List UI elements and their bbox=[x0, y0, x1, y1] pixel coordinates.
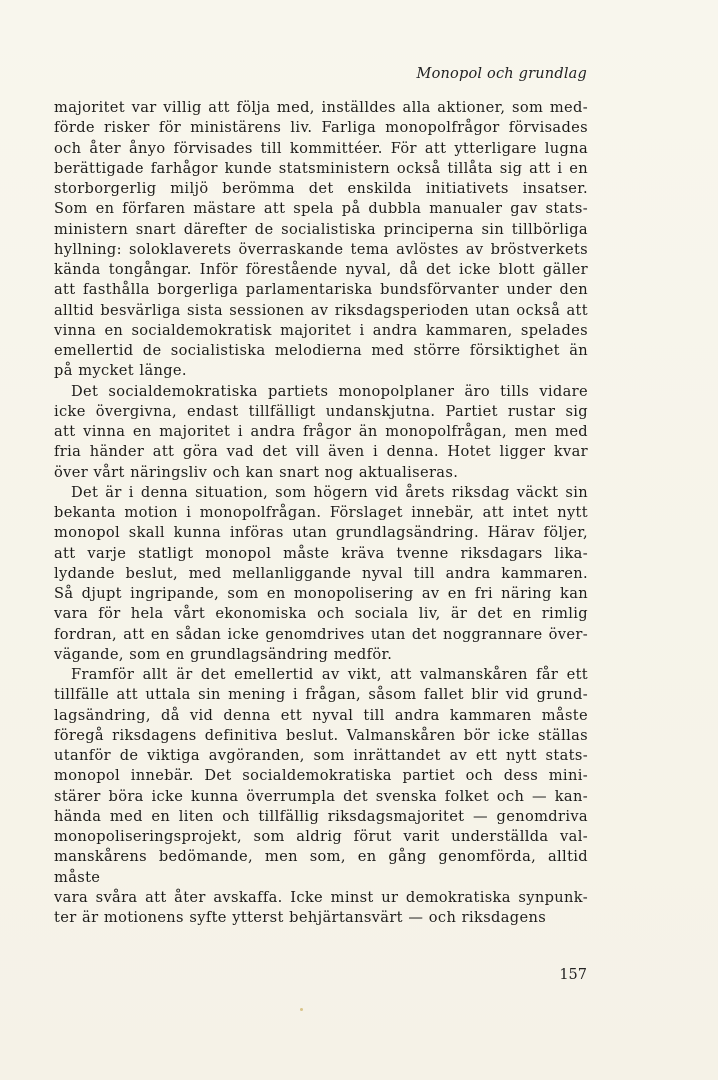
text-line: emellertid de socialistiska melodierna med större försiktighet än bbox=[54, 342, 588, 359]
text-line: monopoliseringsprojekt, som aldrig förut varit underställda val- bbox=[54, 828, 588, 845]
paragraph bbox=[54, 483, 588, 665]
text-line: monopol skall kunna införas utan grundlagsändring. Härav följer, bbox=[54, 524, 588, 542]
text-line: att varje statligt monopol måste kräva tvenne riksdagars lika- bbox=[54, 544, 588, 562]
text-line: fria händer att göra vad det vill även i denna. Hotet ligger kvar bbox=[54, 443, 588, 461]
text-line: vara för hela vårt ekonomiska och sociala liv, är det en rimlig bbox=[54, 605, 588, 623]
running-header: Monopol och grundlag bbox=[416, 66, 587, 82]
text-line: ministern snart därefter de socialistiska principerna sin tillbörliga bbox=[54, 220, 588, 238]
text-line: monopol innebär. Det socialdemokratiska partiet och dess mini- bbox=[54, 767, 588, 785]
paragraph bbox=[54, 665, 588, 928]
text-line: utanför de viktiga avgöranden, som inrättandet av ett nytt stats- bbox=[54, 747, 588, 764]
text-line: icke övergivna, endast tillfälligt undanskjutna. Partiet rustar sig bbox=[54, 402, 588, 420]
text-line: föregå riksdagens definitiva beslut. Valmanskåren bör icke ställas bbox=[54, 726, 588, 744]
text-line: vägande, som en grundlagsändring medför. bbox=[54, 645, 393, 663]
text-line: stärer böra icke kunna överrumpla det svenska folket och — kan- bbox=[54, 787, 588, 805]
text-line: hända med en liten och tillfällig riksdagsmajoritet — genomdriva bbox=[54, 807, 588, 825]
text-line: vinna en socialdemokratisk majoritet i andra kammaren, spelades bbox=[54, 321, 588, 339]
text-line: fordran, att en sådan icke genomdrives utan det noggrannare över- bbox=[54, 625, 588, 643]
text-line: att vinna en majoritet i andra frågor än monopolfrågan, men med bbox=[54, 423, 588, 440]
text-line: Det är i denna situation, som högern vid årets riksdag väckt sin bbox=[71, 483, 588, 501]
text-line: tillfälle att uttala sin mening i frågan, såsom fallet blir vid grund- bbox=[54, 686, 588, 704]
text-line: på mycket länge. bbox=[54, 362, 187, 380]
text-line: Framför allt är det emellertid av vikt, att valmanskåren får ett bbox=[71, 666, 588, 683]
text-line: Så djupt ingripande, som en monopolisering av en fri näring kan bbox=[54, 585, 588, 602]
text-line: storborgerlig miljö berömma det enskilda initiativets insatser. bbox=[54, 180, 588, 197]
text-line: förde risker för ministärens liv. Farliga monopolfrågor förvisades bbox=[54, 119, 588, 137]
text-line: att fasthålla borgerliga parlamentariska bundsförvanter under den bbox=[54, 281, 588, 299]
body-text bbox=[54, 98, 588, 928]
text-line: Som en förfaren mästare att spela på dubbla manualer gav stats- bbox=[54, 200, 588, 218]
text-line: Det socialdemokratiska partiets monopolplaner äro tills vidare bbox=[71, 382, 588, 400]
text-line: manskårens bedömande, men som, en gång genomförda, alltid måste bbox=[54, 848, 588, 886]
page-number: 157 bbox=[559, 967, 587, 983]
text-line: alltid besvärliga sista sessionen av riksdagsperioden utan också att bbox=[54, 301, 588, 319]
text-line: och åter ånyo förvisades till kommittéer. För att ytterligare lugna bbox=[54, 139, 588, 157]
text-line: bekanta motion i monopolfrågan. Förslaget innebär, att intet nytt bbox=[54, 504, 588, 521]
text-line: berättigade farhågor kunde statsministern också tillåta sig att i en bbox=[54, 159, 588, 177]
text-line: vara svåra att åter avskaffa. Icke minst ur demokratiska synpunk- bbox=[54, 888, 588, 906]
paragraph bbox=[54, 382, 588, 483]
paragraph bbox=[54, 98, 588, 382]
text-line: lydande beslut, med mellanliggande nyval till andra kammaren. bbox=[54, 564, 588, 582]
paper-speck bbox=[300, 1008, 303, 1011]
text-line: kända tongångar. Inför förestående nyval, då det icke blott gäller bbox=[54, 261, 588, 278]
text-line: över vårt näringsliv och kan snart nog aktualiseras. bbox=[54, 463, 459, 481]
text-line: majoritet var villig att följa med, inställdes alla aktioner, som med- bbox=[54, 99, 588, 116]
text-line: ter är motionens syfte ytterst behjärtansvärt — och riksdagens bbox=[54, 909, 547, 926]
text-line: hyllning: soloklaverets överraskande tema avlöstes av bröstverkets bbox=[54, 240, 588, 258]
text-line: lagsändring, då vid denna ett nyval till andra kammaren måste bbox=[54, 706, 588, 724]
